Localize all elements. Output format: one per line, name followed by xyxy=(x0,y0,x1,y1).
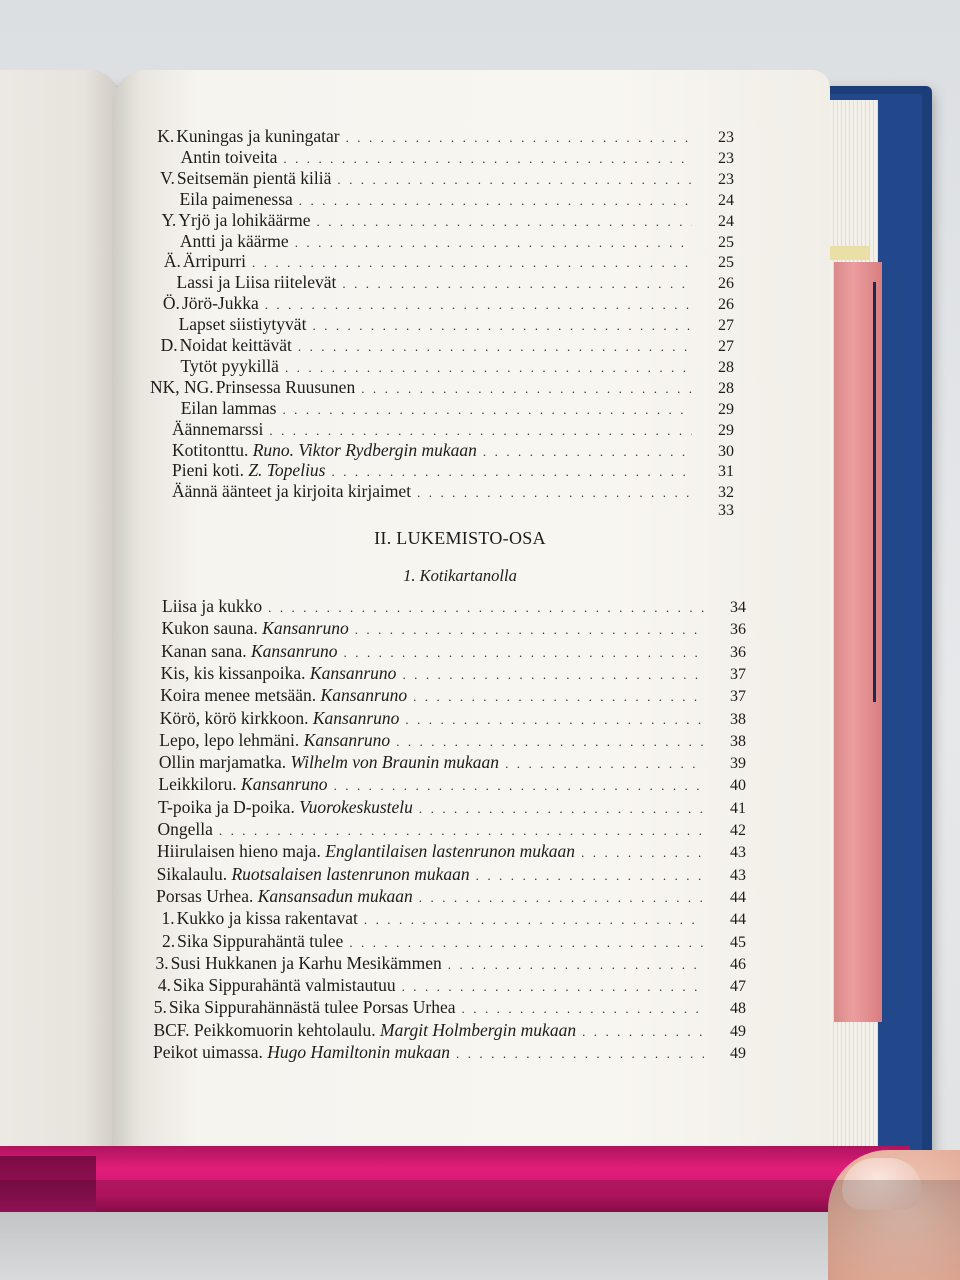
toc-row-page: 47 xyxy=(729,978,746,996)
leader-dots xyxy=(402,979,704,995)
toc-row xyxy=(150,314,734,336)
leader-dots xyxy=(298,339,692,355)
toc-row-page: 45 xyxy=(730,933,746,951)
toc-row xyxy=(150,210,734,232)
toc-row-title xyxy=(177,272,343,293)
toc-row-title xyxy=(173,975,402,996)
toc-row-title xyxy=(157,864,476,885)
toc-row-title-text: Äännä äänteet ja kirjoita kirjaimet xyxy=(172,481,412,502)
toc-row-title-text: Lassi ja Liisa riitelevät xyxy=(176,272,337,293)
toc-row-author: Wilhelm von Braunin mukaan xyxy=(290,752,500,773)
toc-row-page: 38 xyxy=(730,710,746,728)
toc-row xyxy=(158,685,746,707)
leader-dots xyxy=(334,778,704,794)
leader-dots xyxy=(361,381,692,397)
toc-row xyxy=(150,398,734,420)
toc-row xyxy=(150,377,734,399)
toc-row-title xyxy=(157,841,581,862)
leader-dots xyxy=(349,935,704,951)
leader-dots xyxy=(282,402,692,418)
toc-row xyxy=(152,975,746,997)
toc-row-title xyxy=(158,819,219,840)
toc-row-author: Margit Holmbergin mukaan xyxy=(380,1019,577,1040)
toc-row-page: 23 xyxy=(718,149,734,167)
toc-row xyxy=(150,231,734,253)
leader-dots xyxy=(342,276,692,292)
toc-row-prefix: 4. xyxy=(157,975,171,996)
toc-row xyxy=(155,841,746,863)
leader-dots xyxy=(317,214,693,230)
toc-row-author: Vuorokeskustelu xyxy=(299,796,413,817)
toc-row-page: 46 xyxy=(729,955,746,973)
toc-row-prefix: D. xyxy=(160,335,178,355)
toc-row-page: 26 xyxy=(718,275,734,293)
leader-dots xyxy=(265,297,692,313)
leader-dots xyxy=(285,360,692,376)
leader-dots xyxy=(419,801,704,817)
toc-row xyxy=(170,460,734,482)
toc-row xyxy=(150,335,734,357)
toc-row-page: 23 xyxy=(718,170,734,188)
toc-row-author: Englantilaisen lastenrunon mukaan xyxy=(325,841,576,862)
toc-row-title xyxy=(172,481,417,502)
toc-row-title-text: Koira menee metsään. xyxy=(160,685,317,706)
toc-row-author: Kansanruno xyxy=(262,618,349,639)
toc-row xyxy=(150,126,734,148)
toc-row xyxy=(170,440,734,462)
toc-row-title xyxy=(172,419,269,440)
leader-dots xyxy=(456,1046,704,1062)
toc-row-title xyxy=(177,168,338,189)
toc-row-page: 27 xyxy=(718,338,734,355)
toc-row-page: 40 xyxy=(729,777,746,795)
leader-dots xyxy=(405,712,704,728)
toc-row-title-text: Kanan sana. xyxy=(161,640,247,661)
toc-row-title xyxy=(182,293,265,314)
toc-row-prefix: 3. xyxy=(155,952,169,973)
toc-row-title-text: Noidat keittävät xyxy=(179,335,292,355)
toc-row-title xyxy=(177,908,364,929)
toc-row-page: 29 xyxy=(718,400,734,418)
toc-row-title xyxy=(169,997,462,1018)
leader-dots xyxy=(332,464,693,480)
toc-row-title-text: BCF. Peikkomuorin kehtolaulu. xyxy=(153,1019,376,1040)
toc-row-page: 36 xyxy=(729,643,746,661)
toc-row-title-text: Kis, kis kissanpoika. xyxy=(160,662,306,683)
toc-row-title xyxy=(158,774,333,795)
leader-dots xyxy=(337,172,692,188)
leader-dots xyxy=(462,1001,704,1017)
leader-dots xyxy=(505,756,704,772)
toc-row-title-text: Leikkiloru. xyxy=(158,774,237,795)
toc-row-title xyxy=(172,440,483,461)
toc-row-title xyxy=(158,797,419,818)
toc-row-title-text: Kukko ja kissa rakentavat xyxy=(176,908,358,929)
toc-row-title-text: Lapset siistiytyvät xyxy=(178,314,307,335)
toc-row-title xyxy=(178,210,316,231)
toc-row-page: 24 xyxy=(718,212,734,230)
section-title: II. LUKEMISTO-OSA xyxy=(374,528,546,548)
tape-strip xyxy=(826,246,870,260)
toc-row-prefix: 5. xyxy=(153,997,167,1018)
toc-row-title xyxy=(161,641,343,662)
leader-dots xyxy=(344,645,704,661)
subsection-title: 1. Kotikartanolla xyxy=(403,566,517,585)
toc-row-prefix: V. xyxy=(160,167,175,188)
leader-dots xyxy=(402,667,704,683)
toc-row-title xyxy=(180,335,298,356)
toc-row-author: Kansanruno xyxy=(303,729,391,750)
toc-row-title-text: Sika Sippurahäntä tulee xyxy=(177,930,344,951)
toc-row xyxy=(150,293,734,315)
toc-row-author: Hugo Hamiltonin mukaan xyxy=(267,1042,451,1062)
toc-row-title xyxy=(162,618,355,639)
toc-row-page: 43 xyxy=(729,866,746,884)
toc-row-page: 36 xyxy=(729,621,746,639)
endpaper-illustration xyxy=(834,262,882,1022)
toc-row-title xyxy=(181,147,284,168)
left-page xyxy=(0,70,120,1190)
leader-dots xyxy=(283,151,692,167)
toc-row-page: 32 xyxy=(718,484,734,502)
toc-row xyxy=(154,886,746,908)
toc-row-title xyxy=(156,886,419,907)
toc-row-author: Kansanruno xyxy=(312,707,400,728)
toc-row-title xyxy=(181,356,285,377)
toc-row xyxy=(157,752,746,774)
toc-row xyxy=(159,641,746,663)
toc-row xyxy=(152,997,746,1019)
toc-row-title-text: Körö, körö kirkkoon. xyxy=(159,707,309,728)
illustration-line xyxy=(873,282,876,702)
toc-row-page: 30 xyxy=(718,442,734,460)
toc-row-title-text: Sikalaulu. xyxy=(156,863,228,884)
toc-row-title-text: Eila paimenessa xyxy=(179,188,293,209)
toc-row xyxy=(156,797,746,819)
leader-dots xyxy=(448,957,704,973)
toc-row-page: 37 xyxy=(729,665,746,683)
toc-row-title-text: Liisa ja kukko xyxy=(162,596,263,616)
leader-dots xyxy=(355,622,704,638)
table-shadow xyxy=(0,1180,960,1280)
leader-dots xyxy=(252,255,692,271)
toc-row-page: 27 xyxy=(718,317,734,335)
toc-row-title xyxy=(161,663,403,684)
toc-row-prefix: 2. xyxy=(161,930,176,951)
toc-row xyxy=(156,774,746,796)
toc-row-page: 48 xyxy=(729,1000,746,1018)
toc-row-page: 44 xyxy=(729,911,746,929)
toc-row xyxy=(150,251,734,273)
toc-row-page: 31 xyxy=(718,463,734,481)
toc-row-title xyxy=(171,953,448,974)
toc-row-author: Kansanruno xyxy=(320,685,408,706)
toc-row xyxy=(150,147,734,169)
toc-row-page: 42 xyxy=(730,822,746,839)
toc-row xyxy=(153,931,746,953)
toc-row-prefix: NK, NG. xyxy=(150,376,214,397)
toc-row-author: Kansansadun mukaan xyxy=(257,885,413,906)
toc-row xyxy=(150,272,734,294)
toc-row xyxy=(158,708,746,730)
toc-row-author: Z. Topelius xyxy=(248,460,326,481)
toc-row-page: 29 xyxy=(718,421,734,439)
toc-row-page: 37 xyxy=(729,688,746,706)
toc-row-page: 44 xyxy=(729,888,746,906)
leader-dots xyxy=(483,444,692,460)
leader-dots xyxy=(419,890,704,906)
toc-row-title-text: Yrjö ja lohikäärme xyxy=(178,209,311,230)
toc-row-title xyxy=(180,189,299,210)
toc-row xyxy=(154,908,746,930)
toc-row xyxy=(151,1042,746,1064)
toc-row-title-text: Susi Hukkanen ja Karhu Mesikämmen xyxy=(170,952,442,973)
toc-row-title-text: Antti ja käärme xyxy=(179,230,289,251)
toc-row xyxy=(150,356,734,378)
toc-row-title-text: Tytöt pyykillä xyxy=(180,355,279,376)
toc-row-page: 28 xyxy=(718,379,734,397)
toc-row xyxy=(151,1020,746,1042)
toc-row-title xyxy=(159,752,505,773)
toc-row-author: Kansanruno xyxy=(309,662,397,683)
toc-row-title xyxy=(176,126,345,147)
toc-row-page: 33 xyxy=(718,502,734,520)
toc-row-title-text: Sika Sippurahäntä valmistautuu xyxy=(172,975,396,996)
toc-row-title xyxy=(153,1042,456,1063)
leader-dots xyxy=(268,600,704,616)
toc-row-title xyxy=(181,398,283,419)
toc-row-title-text: Prinsessa Ruusunen xyxy=(215,376,356,397)
toc-row-page: 39 xyxy=(729,755,746,773)
toc-row-title xyxy=(216,377,362,398)
toc-row-title xyxy=(153,1020,582,1041)
toc-row-page: 49 xyxy=(730,1045,746,1062)
toc-row-title-text: Jörö-Jukka xyxy=(181,293,259,314)
leader-dots xyxy=(312,318,692,334)
toc-row-title-text: Kuningas ja kuningatar xyxy=(176,126,340,146)
toc-row-title xyxy=(180,231,295,252)
toc-row xyxy=(170,419,734,441)
toc-row-prefix: Ö. xyxy=(162,293,180,314)
toc-row-title-text: Peikot uimassa. xyxy=(153,1042,263,1062)
toc-row-title-text: Eilan lammas xyxy=(180,397,277,418)
toc-row-page: 38 xyxy=(729,732,746,750)
toc-row xyxy=(170,481,734,503)
toc-row-author: Kansanruno xyxy=(251,640,338,661)
leader-dots xyxy=(581,845,704,861)
toc-row-prefix: Ä. xyxy=(163,251,181,272)
toc-row-author: Kansanruno xyxy=(241,774,328,795)
leader-dots xyxy=(295,235,692,251)
toc-row-title xyxy=(162,596,268,617)
toc-row-title-text: T-poika ja D-poika. xyxy=(157,796,295,817)
toc-row-title xyxy=(183,251,252,272)
toc-row-title-text: Kotitonttu. xyxy=(172,439,249,460)
toc-row xyxy=(153,953,746,975)
toc-row-title-text: Ärripurri xyxy=(182,251,247,272)
leader-dots xyxy=(582,1024,704,1040)
toc-row-page: 41 xyxy=(729,799,746,817)
toc-row-title-text: Antin toiveita xyxy=(180,146,278,167)
leader-dots xyxy=(413,689,704,705)
toc-row-page: 25 xyxy=(718,254,734,272)
toc-row-page: 26 xyxy=(718,296,734,314)
leader-dots xyxy=(417,485,692,501)
toc-row-title xyxy=(159,730,396,751)
toc-row xyxy=(155,864,746,886)
toc-row-prefix: K. xyxy=(157,126,175,146)
toc-row xyxy=(170,502,734,524)
toc-row-page: 23 xyxy=(718,129,734,146)
leader-dots xyxy=(299,193,692,209)
leader-dots xyxy=(396,734,704,750)
toc-row-title-text: Porsas Urhea. xyxy=(156,885,254,906)
toc-row-title-text: Ongella xyxy=(157,819,213,839)
toc-row xyxy=(160,596,746,618)
leader-dots xyxy=(269,423,692,439)
toc-row xyxy=(156,819,747,841)
toc-row-title-text: Kukon sauna. xyxy=(161,618,258,639)
toc-row xyxy=(150,168,734,190)
toc-row xyxy=(160,618,746,640)
toc-row xyxy=(159,663,746,685)
leader-dots xyxy=(476,868,704,884)
toc-row-page: 25 xyxy=(718,233,734,251)
toc-row-author: Runo. Viktor Rydbergin mukaan xyxy=(252,439,477,460)
toc-row xyxy=(150,189,734,211)
toc-row-title xyxy=(177,931,349,952)
toc-row-author: Ruotsalaisen lastenrunon mukaan xyxy=(231,863,470,884)
toc-row xyxy=(157,730,746,752)
toc-row-title-text: Äännemarssi xyxy=(172,418,264,439)
toc-row-title-text: Hiirulaisen hieno maja. xyxy=(157,841,321,862)
leader-dots xyxy=(364,912,704,928)
leader-dots xyxy=(346,130,692,146)
toc-row-title-text: Ollin marjamatka. xyxy=(158,752,287,773)
toc-row-prefix: Y. xyxy=(161,209,177,230)
toc-row-page: 34 xyxy=(730,599,746,616)
toc-row-prefix: 1. xyxy=(161,908,175,929)
leader-dots xyxy=(219,823,704,839)
toc-row-title xyxy=(160,685,413,706)
toc-row-title xyxy=(179,314,313,335)
toc-row-title-text: Lepo, lepo lehmäni. xyxy=(159,729,300,750)
toc-row-title xyxy=(172,460,332,481)
toc-row-title-text: Pieni koti. xyxy=(172,460,244,481)
toc-row-page: 49 xyxy=(729,1022,746,1040)
toc-row-page: 28 xyxy=(718,358,734,376)
toc-row-page: 43 xyxy=(729,844,746,862)
toc-row-title-text: Seitsemän pientä kiliä xyxy=(176,167,332,188)
toc-row-title-text: Sika Sippurahännästä tulee Porsas Urhea xyxy=(168,997,456,1018)
toc-row-title xyxy=(160,708,406,729)
toc-row-page: 24 xyxy=(718,191,734,209)
